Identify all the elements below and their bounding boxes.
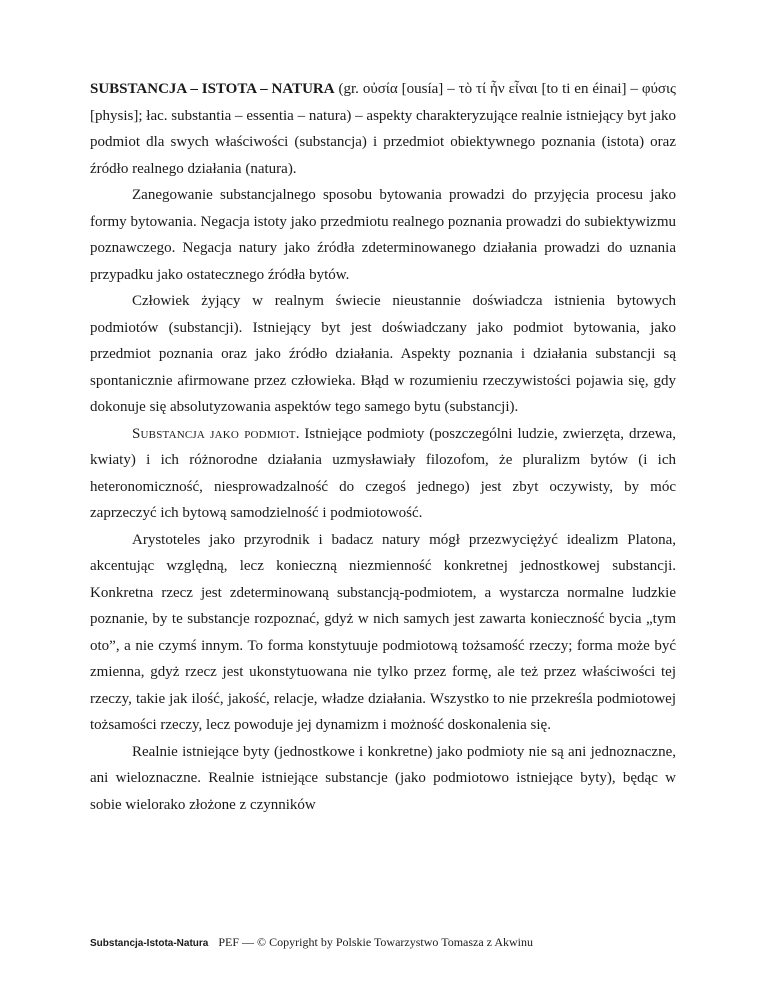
paragraph-negation: Zanegowanie substancjalnego sposobu bytowania prowadzi do przyjęcia procesu jako formy bytowania. Negacja istoty jako przedmiotu realnego poznania prowadzi do subiektywizmu poznawczego. Negacja natury jako źródła zdeterminowanego działania prowadzi do uznania przypadku jako ostatecznego źródła bytów.	[90, 187, 676, 283]
section-substance-as-subject	[90, 421, 676, 527]
document-body	[90, 76, 676, 818]
footer-short-title: Substancja-Istota-Natura	[90, 938, 209, 949]
section-title: Substancja jako podmiot	[132, 425, 296, 442]
paragraph-aristotle: Arystoteles jako przyrodnik i badacz natury mógł przezwyciężyć idealizm Platona, akcentując względną, lecz konieczną niezmienność konkretnej jednostkowej substancji. Konkretna rzecz jest zdeterminowaną substancją-podmiotem, a wystarcza normalne ludzkie poznanie, by te substancje rozpoznać, gdyż w nich samych jest zawarta konieczność bycia „tym oto”, a nie czymś innym. To forma konstytuuje podmiotową tożsamość rzeczy; forma może być zmienna, gdyż rzecz jest ukonstytuowana nie tylko przez formę, ale też przez właściwości tej rzeczy, takie jak ilość, jakość, relacje, władze działania. Wszystko to nie przekreśla podmiotowej tożsamości rzeczy, lecz powoduje jej dynamizm i możność doskonalenia się.	[90, 531, 676, 733]
intro-paragraph	[90, 76, 676, 182]
page-footer	[90, 934, 676, 952]
entry-heading: SUBSTANCJA – ISTOTA – NATURA	[90, 81, 335, 97]
section-text: . Istniejące podmioty (poszczególni ludzie, zwierzęta, drzewa, kwiaty) i ich różnorodne działania uzmysławiały filozofom, że pluralizm bytów (i ich heteronomiczność, niesprowadzalność do czegoś jednego) jest zbyt oczywisty, by móc zaprzeczyć ich bytową samodzielność i podmiotowość.	[90, 425, 677, 521]
footer-copyright: PEF — © Copyright by Polskie Towarzystwo Tomasza z Akwinu	[218, 935, 534, 949]
paragraph-real-beings: Realnie istniejące byty (jednostkowe i konkretne) jako podmioty nie są ani jednoznaczne, ani wieloznaczne. Realnie istniejące substancje (jako podmiotowo istniejące byty), będąc w sobie wielorako złożone z czynników	[90, 743, 676, 813]
entry-definition: (gr. οὐσία [ousía] – τὸ τί ἦν εἶναι [to ti en éinai] – φύσις [physis]; łac. substantia – essentia – natura) – aspekty charakteryzujące realnie istniejący byt jako podmiot dla swych właściwości (substancja) i przedmiot obiektywnego poznania (istota) oraz źródło realnego działania (natura).	[90, 81, 676, 177]
paragraph-experience: Człowiek żyjący w realnym świecie nieustannie doświadcza istnienia bytowych podmiotów (substancji). Istniejący byt jest doświadczany jako podmiot bytowania, jako przedmiot poznania oraz jako źródło działania. Aspekty poznania i działania substancji są spontanicznie afirmowane przez człowieka. Błąd w rozumieniu rzeczywistości pojawia się, gdy dokonuje się absolutyzowania aspektów tego samego bytu (substancji).	[90, 293, 676, 415]
